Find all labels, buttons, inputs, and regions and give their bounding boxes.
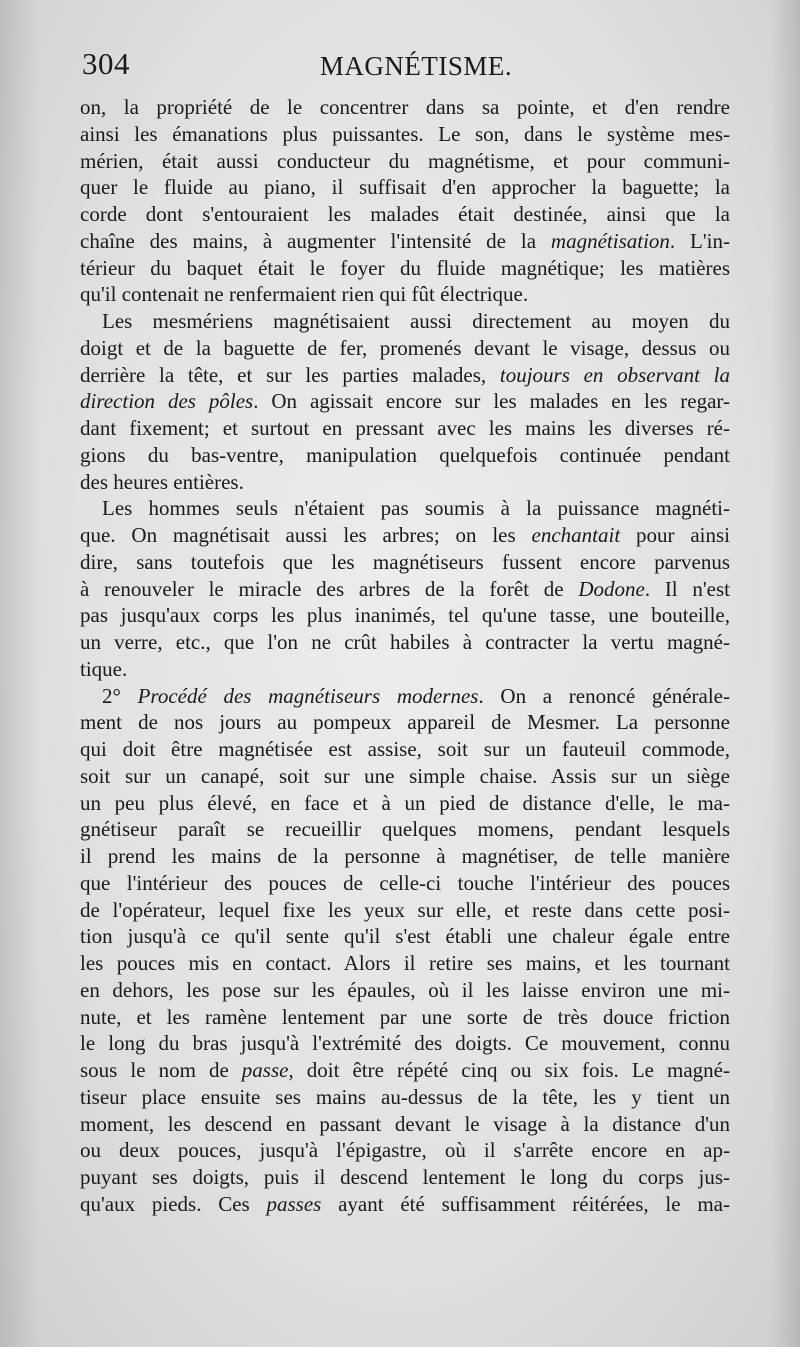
text-line: il prend les mains de la personne à magnétiser, de telle manière (80, 844, 730, 868)
text-line: tion jusqu'à ce qu'il sente qu'il s'est établi une chaleur égale entre (80, 924, 730, 949)
text-line: nute, et les ramène lentement par une sorte de très douce friction (80, 1004, 730, 1029)
italic-term: Procédé des magnétiseurs modernes (137, 683, 479, 708)
text-line: mérien, était aussi conducteur du magnétisme, et pour communi- (80, 148, 730, 173)
text-line: quer le fluide au piano, il suffisait d'en approcher la baguette; la (80, 175, 730, 200)
italic-term: magnétisation (550, 228, 670, 253)
body-text (80, 94, 730, 1218)
text-line: on, la propriété de le concentrer dans sa pointe, et d'en rendre (80, 95, 730, 119)
text-line: ainsi les émanations plus puissantes. Le son, dans le système mes- (80, 121, 730, 146)
running-title: MAGNÉTISME. (319, 51, 513, 81)
text-line: chaîne des mains, à augmenter l'intensité de la magnétisation. L'in- (80, 228, 730, 253)
italic-term: passes (266, 1191, 322, 1216)
text-line: sous le nom de passe, doit être répété cinq ou six fois. Le magné- (80, 1058, 730, 1082)
text-line: ou deux pouces, jusqu'à l'épigastre, où il s'arrête encore en ap- (80, 1138, 730, 1163)
text-line: térieur du baquet était le foyer du fluide magnétique; les matières (80, 255, 730, 280)
text-line: dant fixement; et surtout en pressant avec les mains les diverses ré- (80, 416, 730, 440)
text-line: que. On magnétisait aussi les arbres; on les enchantait pour ainsi (80, 523, 730, 547)
text-line: gnétiseur paraît se recueillir quelques momens, pendant lesquels (80, 817, 730, 842)
italic-term: enchantait (531, 523, 621, 547)
text-line: un peu plus élevé, en face et à un pied de distance d'elle, le ma- (80, 790, 730, 815)
text-line: des heures entières. (80, 469, 244, 494)
text-line: direction des pôles. On agissait encore sur les malades en les regar- (80, 389, 730, 414)
page-header (82, 44, 730, 84)
text-line: qu'aux pieds. Ces passes ayant été suffisamment réitérées, le ma- (80, 1191, 730, 1216)
text-line: ment de nos jours au pompeux appareil de Mesmer. La personne (80, 710, 730, 735)
text-line: que l'intérieur des pouces de celle-ci touche l'intérieur des pouces (80, 870, 730, 895)
text-line: puyant ses doigts, puis il descend lentement le long du corps jus- (80, 1165, 730, 1189)
text-line: Les mesmériens magnétisaient aussi directement au moyen du (102, 309, 730, 333)
text-line: le long du bras jusqu'à l'extrémité des doigts. Ce mouvement, connu (80, 1031, 730, 1056)
text-line: à renouveler le miracle des arbres de la forêt de Dodone. Il n'est (80, 576, 730, 601)
text-line: qui doit être magnétisée est assise, soit sur un fauteuil commode, (80, 737, 730, 761)
text-line: en dehors, les pose sur les épaules, où il les laisse environ une mi- (80, 977, 730, 1002)
text-line: gions du bas-ventre, manipulation quelquefois continuée pendant (80, 442, 730, 467)
text-line: moment, les descend en passant devant le visage à la distance d'un (80, 1111, 730, 1136)
italic-term: Dodone (578, 576, 645, 601)
text-line: un verre, etc., que l'on ne crût habiles à contracter la vertu magné- (80, 630, 730, 654)
text-line: corde dont s'entouraient les malades était destinée, ainsi que la (80, 202, 730, 226)
italic-term: toujours en observant la (499, 362, 730, 387)
text-line: les pouces mis en contact. Alors il retire ses mains, et les tournant (80, 951, 730, 975)
text-line: qu'il contenait ne renfermaient rien qui fût électrique. (80, 282, 529, 307)
text-line: tiseur place ensuite ses mains au-dessus de la tête, les y tient un (80, 1084, 730, 1109)
text-line: tique. (80, 656, 128, 681)
italic-term: passe (241, 1058, 289, 1082)
page-number: 304 (82, 46, 130, 81)
text-line: 2° Procédé des magnétiseurs modernes. On a renoncé générale- (102, 683, 730, 708)
text-line: dire, sans toutefois que les magnétiseurs fussent encore parvenus (80, 549, 730, 574)
text-line: Les hommes seuls n'étaient pas soumis à la puissance magnéti- (102, 496, 730, 521)
text-line: soit sur un canapé, soit sur une simple chaise. Assis sur un siège (80, 763, 730, 788)
italic-term: direction des pôles (80, 389, 254, 414)
text-line: pas jusqu'aux corps les plus inanimés, tel qu'une tasse, une bouteille, (80, 603, 730, 628)
text-line: de l'opérateur, lequel fixe les yeux sur elle, et reste dans cette posi- (80, 897, 730, 922)
text-line: doigt et de la baguette de fer, promenés devant le visage, dessus ou (80, 335, 730, 360)
text-line: derrière la tête, et sur les parties malades, toujours en observant la (80, 362, 730, 387)
